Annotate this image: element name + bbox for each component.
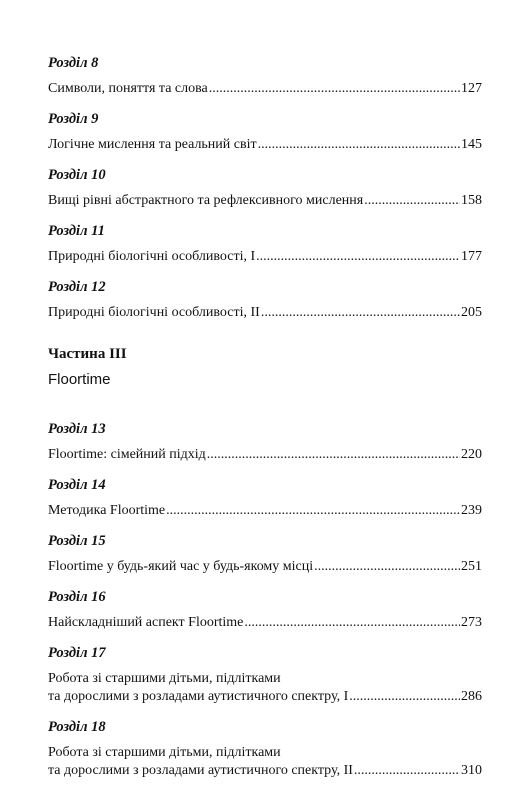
toc-entry[interactable] — [48, 248, 482, 266]
dot-leader — [207, 446, 460, 464]
toc-entry[interactable] — [48, 80, 482, 98]
dot-leader — [166, 502, 460, 520]
toc-chapter-9 — [48, 110, 482, 154]
toc-entry[interactable] — [48, 670, 482, 706]
toc-entry[interactable] — [48, 614, 482, 632]
chapter-label: Розділ 16 — [48, 589, 106, 605]
chapter-label: Розділ 8 — [48, 55, 99, 71]
chapter-title: Символи, поняття та слова — [48, 81, 208, 96]
page-number: 158 — [461, 193, 482, 208]
toc-entry[interactable] — [48, 446, 482, 464]
chapter-title: Вищі рівні абстрактного та рефлексивного мислення — [48, 193, 364, 208]
page-number: 177 — [461, 249, 482, 264]
chapter-label: Розділ 17 — [48, 645, 106, 661]
chapter-title: Природні біологічні особливості, І — [48, 249, 256, 264]
chapter-label: Розділ 18 — [48, 719, 106, 735]
dot-leader — [261, 304, 460, 322]
page-number: 310 — [461, 763, 482, 778]
dot-leader — [258, 136, 460, 154]
chapter-title-line-1: Робота зі старшими дітьми, підлітками — [48, 671, 281, 686]
dot-leader — [314, 558, 460, 576]
chapter-title: Floortime: сімейний підхід — [48, 447, 206, 462]
chapter-title-line-2: та дорослими з розладами аутистичного спектру, І — [48, 689, 349, 704]
part-label: Частина ІІІ — [48, 346, 127, 362]
chapter-label: Розділ 9 — [48, 111, 99, 127]
chapter-label: Розділ 13 — [48, 421, 106, 437]
page-number: 286 — [461, 689, 482, 704]
toc-chapter-10 — [48, 166, 482, 210]
table-of-contents — [48, 54, 482, 792]
toc-entry[interactable] — [48, 502, 482, 520]
toc-entry[interactable] — [48, 304, 482, 322]
dot-leader — [349, 688, 460, 706]
part-title: Floortime — [48, 371, 111, 388]
chapter-label: Розділ 10 — [48, 167, 106, 183]
toc-chapter-16 — [48, 588, 482, 632]
chapter-label: Розділ 11 — [48, 223, 105, 239]
dot-leader — [209, 80, 460, 98]
dot-leader — [256, 248, 460, 266]
chapter-title-line-2: та дорослими з розладами аутистичного спектру, ІІ — [48, 763, 353, 778]
chapter-title: Найскладніший аспект Floortime — [48, 615, 244, 630]
page-number: 127 — [461, 81, 482, 96]
toc-chapter-8 — [48, 54, 482, 98]
chapter-title: Логічне мислення та реальний світ — [48, 137, 257, 152]
toc-chapter-14 — [48, 476, 482, 520]
chapter-label: Розділ 15 — [48, 533, 106, 549]
chapter-label: Розділ 12 — [48, 279, 106, 295]
dot-leader — [354, 762, 460, 780]
page-number: 273 — [461, 615, 482, 630]
toc-chapter-18 — [48, 718, 482, 780]
chapter-label: Розділ 14 — [48, 477, 106, 493]
page-number: 145 — [461, 137, 482, 152]
page-number: 205 — [461, 305, 482, 320]
chapter-title: Floortime у будь-який час у будь-якому місці — [48, 559, 314, 574]
toc-entry[interactable] — [48, 192, 482, 210]
dot-leader — [364, 192, 460, 210]
toc-chapter-11 — [48, 222, 482, 266]
toc-chapter-13 — [48, 420, 482, 464]
toc-chapter-12 — [48, 278, 482, 322]
toc-chapter-17 — [48, 644, 482, 706]
page-number: 220 — [461, 447, 482, 462]
toc-entry[interactable] — [48, 558, 482, 576]
toc-chapter-15 — [48, 532, 482, 576]
page-number: 251 — [461, 559, 482, 574]
chapter-title: Методика Floortime — [48, 503, 166, 518]
page-number: 239 — [461, 503, 482, 518]
dot-leader — [244, 614, 460, 632]
chapter-title: Природні біологічні особливості, ІІ — [48, 305, 260, 320]
chapter-title-line-1: Робота зі старшими дітьми, підлітками — [48, 745, 281, 760]
toc-entry[interactable] — [48, 136, 482, 154]
